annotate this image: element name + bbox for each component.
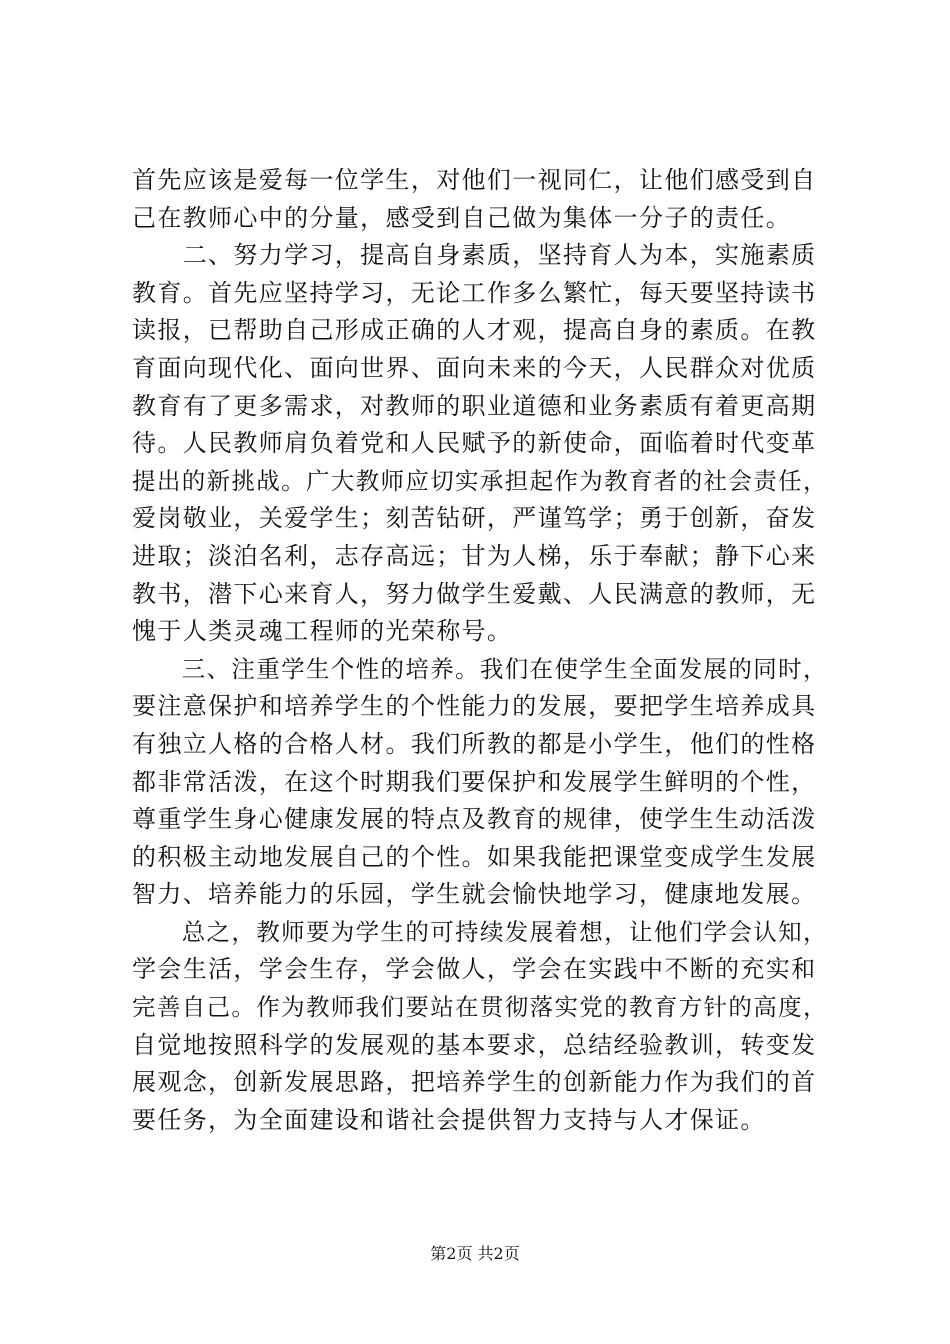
- text-line: 要注意保护和培养学生的个性能力的发展，要把学生培养成具: [132, 692, 817, 721]
- text-line: 首先应该是爱每一位学生，对他们一视同仁，让他们感受到自: [132, 166, 817, 194]
- text-line: 读报，已帮助自己形成正确的人才观，提高自身的素质。在教: [132, 316, 817, 345]
- text-line: 育面向现代化、面向世界、面向未来的今天，人民群众对优质: [132, 353, 817, 382]
- text-line: 教育。首先应坚持学习，无论工作多么繁忙，每天要坚持读书: [132, 278, 817, 307]
- text-line: 三、注重学生个性的培养。我们在使学生全面发展的同时，: [132, 654, 828, 683]
- text-line: 二、努力学习，提高自身素质，坚持育人为本，实施素质: [132, 241, 817, 270]
- text-line: 进取；淡泊名利，志存高远；甘为人梯，乐于奉献；静下心来: [132, 541, 817, 570]
- text-line: 待。人民教师肩负着党和人民赋予的新使命，面临着时代变革: [132, 429, 817, 458]
- page-number-footer: 第2页 共2页: [430, 1244, 520, 1263]
- text-line: 爱岗敬业，关爱学生；刻苦钻研，严谨笃学；勇于创新，奋发: [132, 504, 817, 533]
- text-line: 提出的新挑战。广大教师应切实承担起作为教育者的社会责任，: [132, 466, 828, 495]
- text-line: 要任务，为全面建设和谐社会提供智力支持与人才保证。: [132, 1105, 766, 1134]
- text-line: 有独立人格的合格人材。我们所教的都是小学生，他们的性格: [132, 729, 817, 758]
- text-line: 都非常活泼，在这个时期我们要保护和发展学生鲜明的个性，: [132, 767, 817, 796]
- text-line: 总之，教师要为学生的可持续发展着想，让他们学会认知，: [132, 917, 828, 946]
- text-line: 学会生活，学会生存，学会做人，学会在实践中不断的充实和: [132, 955, 817, 984]
- text-line: 愧于人类灵魂工程师的光荣称号。: [132, 617, 513, 646]
- text-line: 自觉地按照科学的发展观的基本要求，总结经验教训，转变发: [132, 1030, 817, 1059]
- text-line: 展观念，创新发展思路，把培养学生的创新能力作为我们的首: [132, 1068, 817, 1097]
- text-line: 尊重学生身心健康发展的特点及教育的规律，使学生生动活泼: [132, 805, 817, 834]
- body-text: [132, 162, 832, 1139]
- text-line: 完善自己。作为教师我们要站在贯彻落实党的教育方针的高度，: [132, 993, 828, 1022]
- text-line: 的积极主动地发展自己的个性。如果我能把课堂变成学生发展: [132, 842, 817, 871]
- text-line: 己在教师心中的分量，感受到自己做为集体一分子的责任。: [132, 203, 792, 232]
- text-line: 智力、培养能力的乐园，学生就会愉快地学习，健康地发展。: [132, 880, 817, 909]
- text-line: 教书，潜下心来育人，努力做学生爱戴、人民满意的教师，无: [132, 579, 817, 608]
- text-line: 教育有了更多需求，对教师的职业道德和业务素质有着更高期: [132, 391, 817, 420]
